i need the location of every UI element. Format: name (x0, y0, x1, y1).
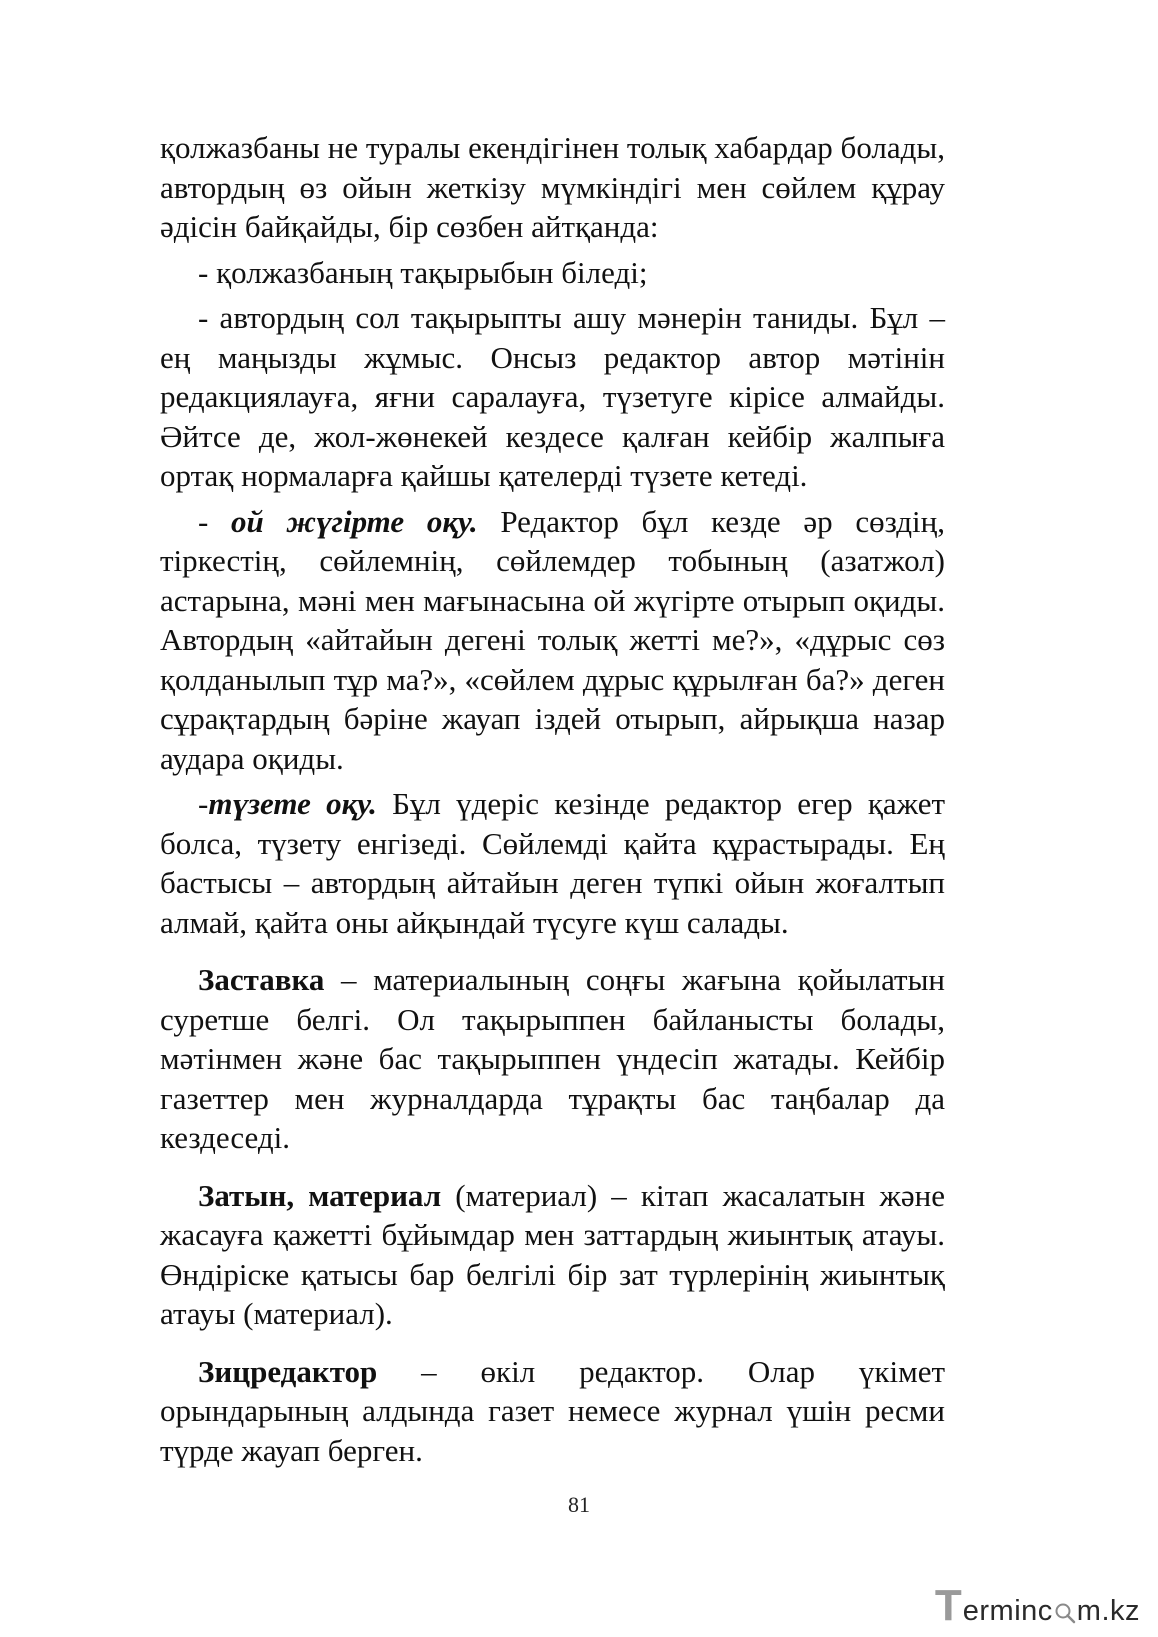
glossary-entry-zitsredaktor (160, 1352, 945, 1471)
list-item-reflective-reading (160, 502, 945, 779)
list-item-topic: - қолжазбаның тақырыбын біледі; (198, 254, 648, 290)
page-number: 81 (568, 1492, 590, 1517)
reading-mode-description: Редактор бұл кезде әр сөздің, тіркестің, сөйлемнің, сөйлемдер тобының (азатжол) астарына, мәні мен мағынасына ой жүгірте отырып оқиды. Автордың «айтайын дегені толық жетті ме?», «дұрыс сөз қолданылып тұр ма?», «сөйлем дұрыс құрылған ба?» деген сұрақтардың бәріне жауап іздей отырып, айрықша назар аудара оқиды. (160, 503, 945, 776)
watermark-text-part2: m.kz (1076, 1595, 1140, 1627)
reading-mode-term: ой жүгірте оқу. (231, 503, 478, 539)
paragraph-intro: қолжазбаны не туралы екендігінен толық хабардар болады, автордың өз ойын жеткізу мүмкіндігі мен сөйлем құрау әдісін байқайды, бір сөзбен айтқанда: (160, 130, 945, 244)
glossary-definition: – өкіл редактор. Олар үкімет орындарының алдында газет немесе журнал үшін ресми түрде жауап берген. (160, 1353, 945, 1468)
watermark-text-part1: erminc (962, 1595, 1053, 1627)
glossary-term: Заставка (198, 962, 325, 997)
termincom-watermark (934, 1580, 1140, 1630)
magnifier-icon (1054, 1600, 1076, 1626)
glossary-entry-zastavka (160, 960, 945, 1158)
glossary-term: Затын, материал (198, 1177, 442, 1213)
watermark-letter-t: T (934, 1581, 962, 1630)
glossary-entry-zatyn (160, 1176, 945, 1334)
reading-mode-term: түзете оқу. (208, 786, 377, 821)
glossary-definition: – материалының соңғы жағына қойылатын суретше белгі. Ол тақырыппен байланысты болады, мәтінмен және бас тақырыппен үндесіп жатады. Кейбір газеттер мен журналдарда тұрақты бас таңбалар да кездеседі. (160, 962, 945, 1155)
list-item-style: - автордың сол тақырыпты ашу мәнерін таниды. Бұл – ең маңызды жұмыс. Онсыз редактор автор мәтінін редакциялауға, яғни саралауға, түзетуге кірісе алмайды. Әйтсе де, жол-жөнекей кездесе қалған кейбір жалпыға ортақ нормаларға қайшы қателерді түзете кетеді. (160, 300, 945, 493)
dash-prefix: - (198, 503, 232, 539)
dash-prefix: - (198, 786, 209, 821)
reading-mode-description: Бұл үдеріс кезінде редактор егер қажет болса, түзету енгізеді. Сөйлемді қайта құрастырады. Ең бастысы – автордың айтайын деген түпкі ойын жоғалтып алмай, қайта оны айқындай түсуге күш салады. (160, 786, 945, 940)
list-item-correcting-reading (160, 784, 945, 942)
glossary-definition: (материал) – кітап жасалатын және жасауға қажетті бұйымдар мен заттардың жиынтық атауы. Өндіріске қатысы бар белгілі бір зат түрлерінің жиынтық атауы (материал). (160, 1177, 945, 1331)
page-body (160, 128, 945, 1470)
glossary-term: Зицредактор (198, 1353, 378, 1389)
